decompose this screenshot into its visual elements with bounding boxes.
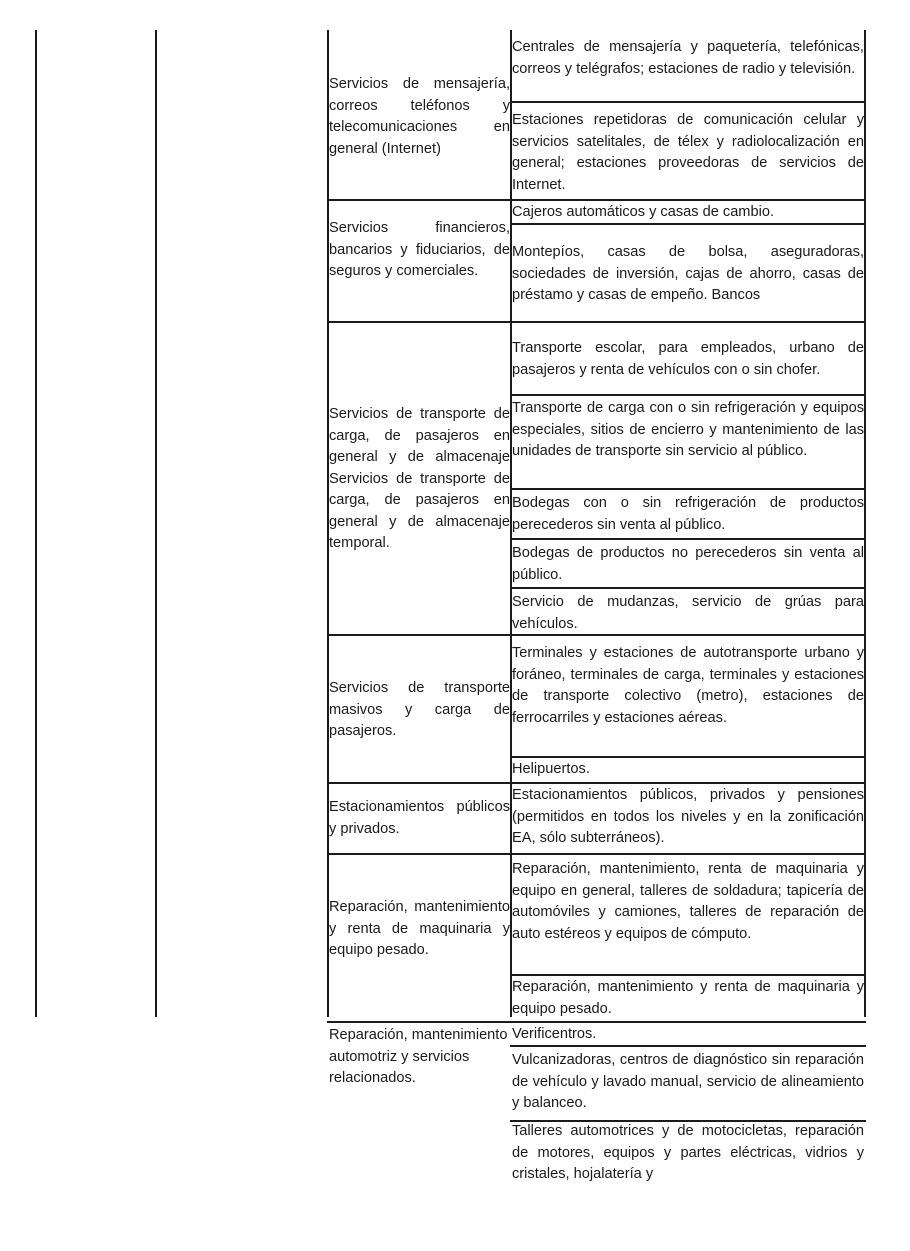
category-cell: [329, 1025, 510, 1090]
row-divider: [327, 199, 866, 201]
subrow-divider: [510, 101, 866, 103]
column-rule-2: [155, 30, 157, 1017]
description-cell: Helipuertos.: [512, 761, 590, 777]
description-cell: Terminales y estaciones de autotransporte urbano y foráneo, terminales de carga, terminales y estaciones de transporte colectivo (metro), estaciones de ferrocarriles y estaciones aéreas.: [512, 645, 864, 726]
category-cell-text: Reparación, mantenimiento automotriz y servicios relacionados.: [329, 1027, 508, 1086]
description-cell: Estaciones repetidoras de comunicación celular y servicios satelitales, de télex y radiolocalización en general; estaciones proveedoras de servicios de Internet.: [512, 112, 864, 193]
row-divider: [327, 321, 866, 323]
column-rule-5: [864, 30, 866, 1017]
category-cell: Estacionamientos públicos y privados.: [329, 799, 510, 837]
description-cell: Montepíos, casas de bolsa, aseguradoras, sociedades de inversión, cajas de ahorro, casas de préstamo y casas de empeño. Bancos: [512, 244, 864, 303]
description-cell: Reparación, mantenimiento, renta de maquinaria y equipo en general, talleres de soldadura; tapicería de automóviles y camiones, talleres de reparación de auto estéreos y equipos de cómputo.: [512, 861, 864, 942]
category-cell: Servicios de transporte de carga, de pasajeros en general y de almacenaje Servicios de transporte de carga, de pasajeros en general y de almacenaje temporal.: [329, 406, 510, 551]
description-cell: Reparación, mantenimiento y renta de maquinaria y equipo pesado.: [512, 979, 864, 1017]
row-divider: [327, 853, 866, 855]
subrow-divider: [510, 756, 866, 758]
subrow-divider: [510, 394, 866, 396]
subrow-divider: [510, 538, 866, 540]
description-cell: Vulcanizadoras, centros de diagnóstico sin reparación de vehículo y lavado manual, servicio de alineamiento y balanceo.: [512, 1052, 864, 1111]
description-cell: Servicio de mudanzas, servicio de grúas para vehículos.: [512, 594, 864, 632]
category-cell: Servicios de transporte masivos y carga de pasajeros.: [329, 680, 510, 739]
subrow-divider: [510, 587, 866, 589]
subrow-divider: [510, 974, 866, 976]
column-rule-1: [35, 30, 37, 1017]
description-cell: Bodegas con o sin refrigeración de productos perecederos sin venta al público.: [512, 495, 864, 533]
description-cell: Bodegas de productos no perecederos sin venta al público.: [512, 545, 864, 583]
row-divider: [327, 1021, 866, 1023]
description-cell: Transporte de carga con o sin refrigeración y equipos especiales, sitios de encierro y mantenimiento de las unidades de transporte sin servicio al público.: [512, 400, 864, 459]
description-cell: Centrales de mensajería y paquetería, telefónicas, correos y telégrafos; estaciones de radio y televisión.: [512, 39, 864, 77]
row-divider: [327, 782, 866, 784]
category-cell: Servicios financieros, bancarios y fiduciarios, de seguros y comerciales.: [329, 220, 510, 279]
description-cell: Estacionamientos públicos, privados y pensiones (permitidos en todos los niveles y en la zonificación EA, sólo subterráneos).: [512, 787, 864, 846]
category-cell: Reparación, mantenimiento y renta de maquinaria y equipo pesado.: [329, 899, 510, 958]
description-cell: Transporte escolar, para empleados, urbano de pasajeros y renta de vehículos con o sin chofer.: [512, 340, 864, 378]
description-cell: Talleres automotrices y de motocicletas, reparación de motores, equipos y partes eléctricas, vidrios y cristales, hojalatería y: [512, 1123, 864, 1182]
subrow-divider: [510, 488, 866, 490]
description-cell: Cajeros automáticos y casas de cambio.: [512, 204, 774, 220]
description-cell: Verificentros.: [512, 1026, 597, 1042]
category-cell: Servicios de mensajería, correos teléfonos y telecomunicaciones en general (Internet): [329, 76, 510, 157]
